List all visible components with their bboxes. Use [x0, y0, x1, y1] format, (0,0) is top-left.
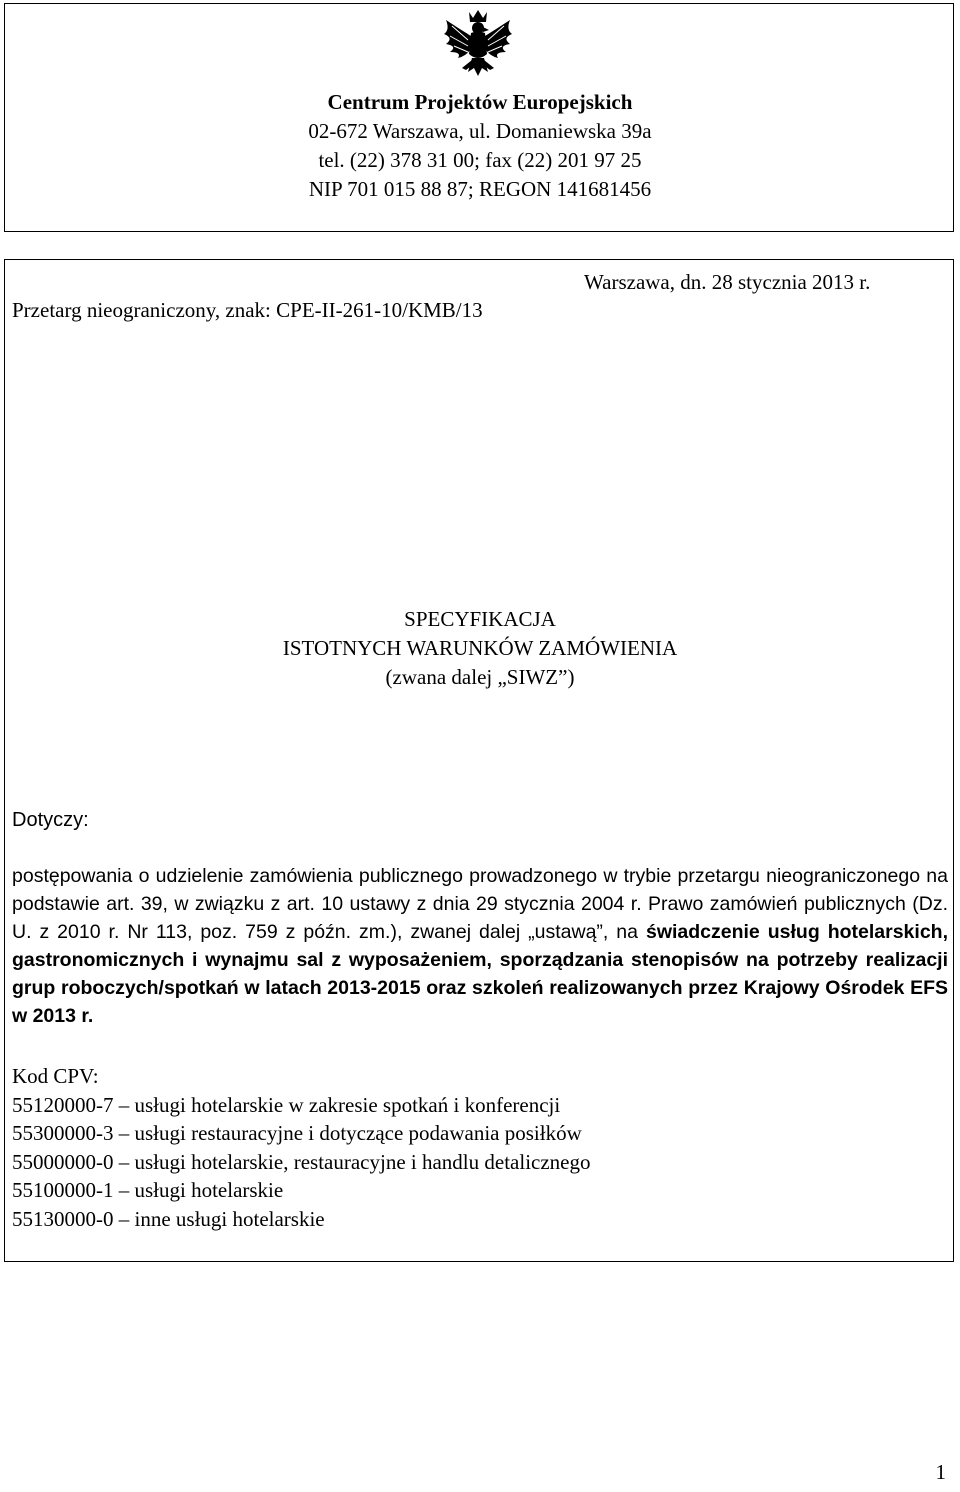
title-line-2: ISTOTNYCH WARUNKÓW ZAMÓWIENIA [282, 636, 678, 660]
cpv-item: 55120000-7 – usługi hotelarskie w zakresie spotkań i konferencji [12, 1092, 561, 1117]
tender-reference: Przetarg nieograniczony, znak: CPE-II-261-10/KMB/13 [12, 298, 483, 322]
title-line-3: (zwana dalej „SIWZ”) [385, 665, 575, 689]
document-title [0, 605, 960, 692]
cpv-label: Kod CPV: [12, 1064, 99, 1088]
polish-eagle-icon [440, 6, 516, 90]
page-number: 1 [935, 1460, 946, 1484]
subject-intro: postępowania o udzielenie zamówienia publicznego prowadzonego w trybie przetargu nieograniczonego na podstawie art. 39, w związku z art. 10 ustawy z dnia 29 stycznia 2004 r. Prawo zamówień publicznych (Dz. U. z 2010 r. Nr 113, poz. 759 z późn. zm.), zwanej dalej „ustawą”, na [12, 865, 948, 943]
subject-label: Dotyczy: [12, 809, 89, 831]
cpv-item: 55000000-0 – usługi hotelarskie, restauracyjne i handlu detalicznego [12, 1149, 591, 1174]
cpv-item: 55100000-1 – usługi hotelarskie [12, 1178, 284, 1202]
cpv-item: 55130000-0 – inne usługi hotelarskie [12, 1206, 325, 1231]
cpv-list [12, 1062, 591, 1233]
title-line-1: SPECYFIKACJA [404, 607, 556, 631]
subject-bold: świadczenie usług hotelarskich, gastronomicznych i wynajmu sal z wyposażeniem, sporządzania stenopisów na potrzeby realizacji grup roboczych/spotkań w latach 2013-2015 oraz szkoleń realizowanych przez Krajowy Ośrodek EFS w 2013 r. [12, 921, 948, 1027]
header-contact [0, 88, 960, 204]
subject-paragraph [12, 862, 948, 1030]
org-address: 02-672 Warszawa, ul. Domaniewska 39a [308, 119, 652, 143]
org-ids: NIP 701 015 88 87; REGON 141681456 [308, 177, 652, 201]
org-name: Centrum Projektów Europejskich [327, 90, 633, 114]
cpv-item: 55300000-3 – usługi restauracyjne i dotyczące podawania posiłków [12, 1121, 582, 1145]
org-phone-fax: tel. (22) 378 31 00; fax (22) 201 97 25 [318, 148, 642, 172]
document-date: Warszawa, dn. 28 stycznia 2013 r. [584, 270, 871, 294]
